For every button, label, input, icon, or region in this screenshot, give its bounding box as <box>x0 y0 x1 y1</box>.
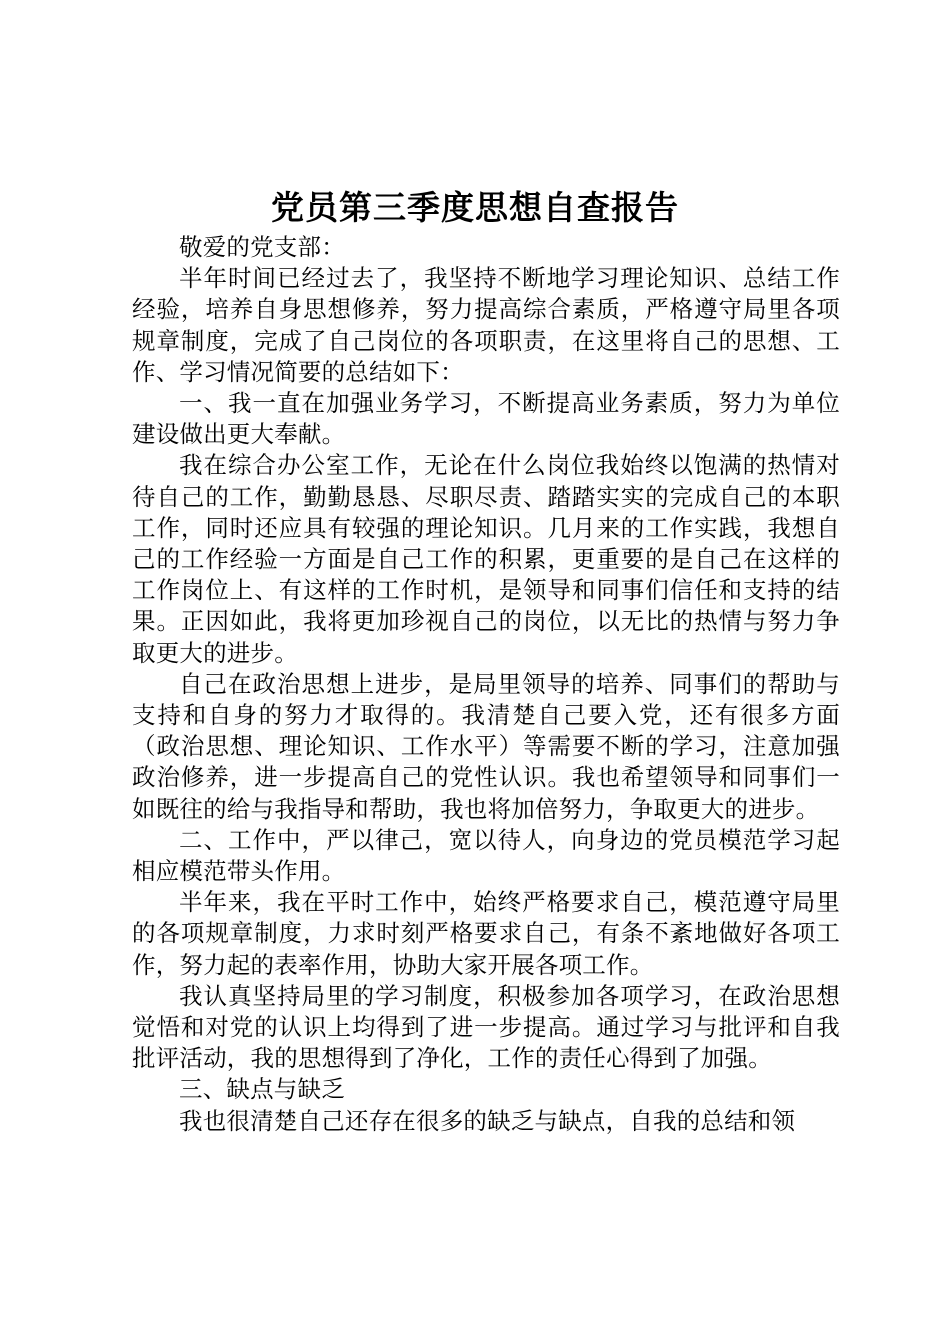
section-heading-1: 一、我一直在加强业务学习，不断提高业务素质，努力为单位建设做出更大奉献。 <box>132 389 840 449</box>
paragraph: 自己在政治思想上进步，是局里领导的培养、同事们的帮助与支持和自身的努力才取得的。我清楚自己要入党，还有很多方面（政治思想、理论知识、工作水平）等需要不断的学习，注意加强政治修养，进一步提高自己的党性认识。我也希望领导和同事们一如既往的给与我指导和帮助，我也将加倍努力，争取更大的进步。 <box>132 669 840 823</box>
paragraph-intro: 半年时间已经过去了，我坚持不断地学习理论知识、总结工作经验，培养自身思想修养，努力提高综合素质，严格遵守局里各项规章制度，完成了自己岗位的各项职责，在这里将自己的思想、工作、学习情况简要的总结如下： <box>132 264 840 386</box>
paragraph: 半年来，我在平时工作中，始终严格要求自己，模范遵守局里的各项规章制度，力求时刻严格要求自己，有条不紊地做好各项工作，努力起的表率作用，协助大家开展各项工作。 <box>132 888 840 979</box>
paragraph: 我认真坚持局里的学习制度，积极参加各项学习，在政治思想觉悟和对党的认识上均得到了进一步提高。通过学习与批评和自我批评活动，我的思想得到了净化，工作的责任心得到了加强。 <box>132 981 840 1073</box>
section-heading-3: 三、缺点与缺乏 <box>179 1075 345 1104</box>
salutation: 敬爱的党支部： <box>179 233 345 261</box>
section-heading-2: 二、工作中，严以律己，宽以待人，向身边的党员模范学习起相应模范带头作用。 <box>132 825 840 886</box>
document-title: 党员第三季度思想自查报告 <box>271 188 679 227</box>
paragraph: 我也很清楚自己还存在很多的缺乏与缺点，自我的总结和领 <box>179 1106 796 1135</box>
document-body <box>132 232 840 1137</box>
paragraph: 我在综合办公室工作，无论在什么岗位我始终以饱满的热情对待自己的工作，勤勤恳恳、尽职尽责、踏踏实实的完成自己的本职工作，同时还应具有较强的理论知识。几月来的工作实践，我想自己的工作经验一方面是自己工作的积累，更重要的是自己在这样的工作岗位上、有这样的工作时机，是领导和同事们信任和支持的结果。正因如此，我将更加珍视自己的岗位，以无比的热情与努力争取更大的进步。 <box>132 451 840 667</box>
